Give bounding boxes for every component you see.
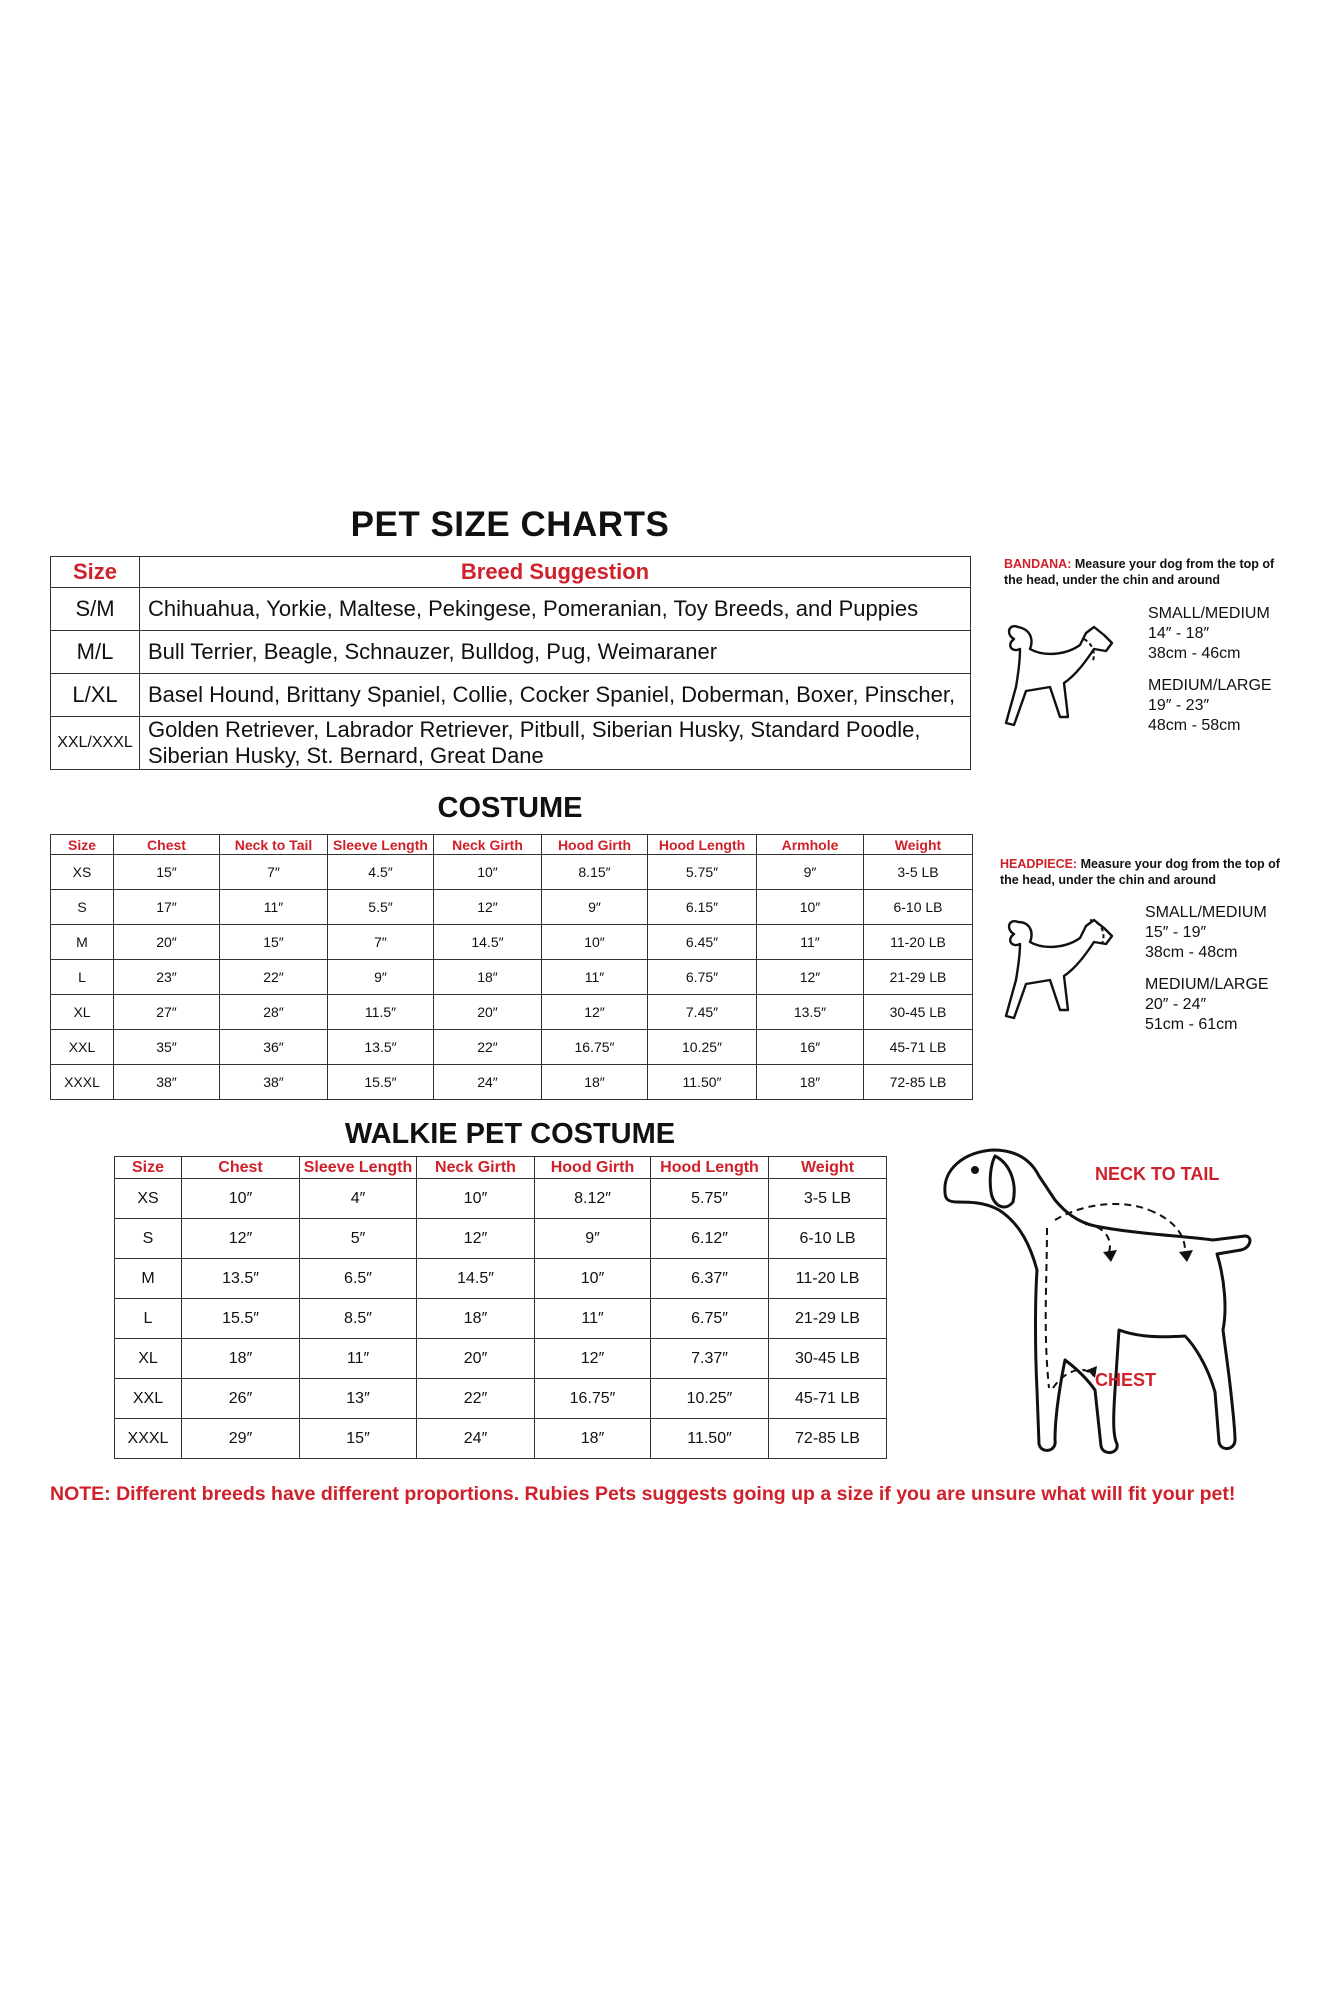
table-cell: 30-45 LB <box>769 1339 887 1379</box>
table-cell: 10.25″ <box>651 1379 769 1419</box>
table-cell: 11″ <box>535 1299 651 1339</box>
table-cell: 6.12″ <box>651 1219 769 1259</box>
table-row <box>51 1065 973 1100</box>
breed-suggestion-table <box>50 556 971 770</box>
table-cell: 26″ <box>182 1379 300 1419</box>
table-cell: 72-85 LB <box>864 1065 973 1100</box>
table-row <box>115 1179 887 1219</box>
table-row <box>51 995 973 1030</box>
table-cell: XXL/XXXL <box>51 717 140 770</box>
table-cell: 13.5″ <box>182 1259 300 1299</box>
table-cell: 10″ <box>417 1179 535 1219</box>
table-cell: 11.50″ <box>651 1419 769 1459</box>
table-cell: L <box>51 960 114 995</box>
walkie-header-size: Size <box>115 1157 182 1179</box>
headpiece-dog-icon <box>998 902 1128 1032</box>
chest-label: CHEST <box>1095 1370 1157 1390</box>
table-row <box>51 717 971 770</box>
costume-header-neck-girth: Neck Girth <box>434 835 542 855</box>
table-cell: 6.15″ <box>648 890 757 925</box>
table-cell: L/XL <box>51 674 140 717</box>
table-cell: 13″ <box>300 1379 417 1419</box>
table-cell: 14.5″ <box>417 1259 535 1299</box>
walkie-rows <box>115 1179 887 1459</box>
walkie-header-neck-girth: Neck Girth <box>417 1157 535 1179</box>
walkie-header-hood-girth: Hood Girth <box>535 1157 651 1179</box>
headpiece-size-sm: SMALL/MEDIUM 15″ - 19″ 38cm - 48cm <box>1145 904 1267 961</box>
costume-header-hood-length: Hood Length <box>648 835 757 855</box>
table-cell: 6.37″ <box>651 1259 769 1299</box>
table-row <box>115 1379 887 1419</box>
table-cell: 18″ <box>542 1065 648 1100</box>
table-cell: XXXL <box>115 1419 182 1459</box>
table-cell: 7.37″ <box>651 1339 769 1379</box>
table-cell: 13.5″ <box>328 1030 434 1065</box>
table-row <box>115 1299 887 1339</box>
table-cell: 3-5 LB <box>769 1179 887 1219</box>
table-row <box>115 1259 887 1299</box>
costume-size-table <box>50 834 973 1100</box>
table-cell: 29″ <box>182 1419 300 1459</box>
table-cell: 11″ <box>757 925 864 960</box>
table-cell: 11.50″ <box>648 1065 757 1100</box>
table-cell: 20″ <box>434 995 542 1030</box>
table-cell: XL <box>51 995 114 1030</box>
table-cell: 9″ <box>542 890 648 925</box>
walkie-title: WALKIE PET COSTUME <box>344 1118 676 1150</box>
table-cell: 10″ <box>434 855 542 890</box>
table-cell: 18″ <box>182 1339 300 1379</box>
table-cell: 22″ <box>434 1030 542 1065</box>
table-cell: M <box>115 1259 182 1299</box>
bandana-size-ml: MEDIUM/LARGE 19″ - 23″ 48cm - 58cm <box>1148 677 1272 734</box>
table-cell: 36″ <box>220 1030 328 1065</box>
table-cell: 9″ <box>757 855 864 890</box>
table-cell: XL <box>115 1339 182 1379</box>
table-cell: 18″ <box>434 960 542 995</box>
table-cell: S/M <box>51 588 140 631</box>
table-cell: 18″ <box>535 1419 651 1459</box>
table-cell: 14.5″ <box>434 925 542 960</box>
table-cell: XXXL <box>51 1065 114 1100</box>
table-cell: 12″ <box>182 1219 300 1259</box>
bandana-label: BANDANA: <box>1004 557 1072 571</box>
table-cell: M <box>51 925 114 960</box>
table-cell: XS <box>51 855 114 890</box>
table-cell: 7″ <box>220 855 328 890</box>
walkie-header-weight: Weight <box>769 1157 887 1179</box>
size-note: NOTE: Different breeds have different proportions. Rubies Pets suggests going up a size if you are unsure what will fit your pet! <box>50 1483 1236 1505</box>
table-cell: 15″ <box>300 1419 417 1459</box>
table-cell: 9″ <box>328 960 434 995</box>
costume-header-weight: Weight <box>864 835 973 855</box>
table-cell: 15″ <box>114 855 220 890</box>
table-cell: 18″ <box>417 1299 535 1339</box>
table-cell: 12″ <box>757 960 864 995</box>
walkie-header-hood-length: Hood Length <box>651 1157 769 1179</box>
costume-title: COSTUME <box>437 792 583 824</box>
table-cell: Chihuahua, Yorkie, Maltese, Pekingese, Pomeranian, Toy Breeds, and Puppies <box>140 588 971 631</box>
table-cell: 24″ <box>417 1419 535 1459</box>
table-cell: 12″ <box>417 1219 535 1259</box>
table-cell: 11-20 LB <box>864 925 973 960</box>
table-cell: 11″ <box>542 960 648 995</box>
bandana-text: Measure your dog from the top of the head, under the chin and around <box>1004 557 1275 587</box>
table-cell: 8.12″ <box>535 1179 651 1219</box>
table-row <box>51 631 971 674</box>
table-cell: 7″ <box>328 925 434 960</box>
table-cell: 22″ <box>220 960 328 995</box>
table-cell: 16″ <box>757 1030 864 1065</box>
table-cell: 6-10 LB <box>864 890 973 925</box>
table-cell: S <box>51 890 114 925</box>
table-cell: 12″ <box>434 890 542 925</box>
costume-header-row <box>51 835 973 855</box>
table-row <box>51 1030 973 1065</box>
table-cell: 5.75″ <box>648 855 757 890</box>
table-cell: 35″ <box>114 1030 220 1065</box>
walkie-header-row <box>115 1157 887 1179</box>
table-cell: 21-29 LB <box>769 1299 887 1339</box>
costume-header-hood-girth: Hood Girth <box>542 835 648 855</box>
table-cell: Basel Hound, Brittany Spaniel, Collie, Cocker Spaniel, Doberman, Boxer, Pinscher, <box>140 674 971 717</box>
table-cell: 11.5″ <box>328 995 434 1030</box>
table-cell: 23″ <box>114 960 220 995</box>
table-cell: M/L <box>51 631 140 674</box>
table-cell: Bull Terrier, Beagle, Schnauzer, Bulldog, Pug, Weimaraner <box>140 631 971 674</box>
dog-measurement-diagram <box>935 1140 1265 1470</box>
table-cell: 9″ <box>535 1219 651 1259</box>
breed-header-size: Size <box>51 557 140 588</box>
table-cell: L <box>115 1299 182 1339</box>
bandana-sizes <box>1148 604 1318 736</box>
table-cell: 8.5″ <box>300 1299 417 1339</box>
costume-header-chest: Chest <box>114 835 220 855</box>
walkie-header-sleeve-length: Sleeve Length <box>300 1157 417 1179</box>
table-cell: 11″ <box>300 1339 417 1379</box>
table-cell: Golden Retriever, Labrador Retriever, Pitbull, Siberian Husky, Standard Poodle, Siberian Husky, St. Bernard, Great Dane <box>140 717 971 770</box>
table-row <box>115 1219 887 1259</box>
table-cell: 6-10 LB <box>769 1219 887 1259</box>
headpiece-size-ml: MEDIUM/LARGE 20″ - 24″ 51cm - 61cm <box>1145 976 1269 1033</box>
table-cell: 27″ <box>114 995 220 1030</box>
table-cell: XXL <box>51 1030 114 1065</box>
table-row <box>115 1419 887 1459</box>
table-cell: 12″ <box>542 995 648 1030</box>
bandana-instructions <box>1004 556 1294 588</box>
table-cell: 4.5″ <box>328 855 434 890</box>
table-cell: S <box>115 1219 182 1259</box>
costume-header-armhole: Armhole <box>757 835 864 855</box>
table-cell: 10″ <box>535 1259 651 1299</box>
table-cell: 6.75″ <box>648 960 757 995</box>
table-cell: 20″ <box>114 925 220 960</box>
table-cell: 17″ <box>114 890 220 925</box>
table-row <box>51 674 971 717</box>
table-cell: 6.75″ <box>651 1299 769 1339</box>
breed-rows <box>51 588 971 770</box>
table-cell: 5.75″ <box>651 1179 769 1219</box>
table-cell: 15″ <box>220 925 328 960</box>
neck-to-tail-label: NECK TO TAIL <box>1095 1164 1220 1184</box>
table-cell: 16.75″ <box>535 1379 651 1419</box>
breed-header-breed-suggestion: Breed Suggestion <box>140 557 971 588</box>
table-cell: 16.75″ <box>542 1030 648 1065</box>
table-cell: XXL <box>115 1379 182 1419</box>
costume-header-neck-to-tail: Neck to Tail <box>220 835 328 855</box>
table-cell: 4″ <box>300 1179 417 1219</box>
table-cell: 15.5″ <box>182 1299 300 1339</box>
headpiece-instructions <box>1000 856 1290 888</box>
table-cell: 5″ <box>300 1219 417 1259</box>
table-cell: 21-29 LB <box>864 960 973 995</box>
table-cell: 28″ <box>220 995 328 1030</box>
table-cell: 45-71 LB <box>864 1030 973 1065</box>
page-title: PET SIZE CHARTS <box>350 505 670 544</box>
breed-header-row <box>51 557 971 588</box>
table-cell: 30-45 LB <box>864 995 973 1030</box>
costume-rows <box>51 855 973 1100</box>
table-cell: 10″ <box>182 1179 300 1219</box>
table-row <box>115 1339 887 1379</box>
table-cell: 13.5″ <box>757 995 864 1030</box>
walkie-size-table <box>114 1156 887 1459</box>
table-cell: 5.5″ <box>328 890 434 925</box>
table-cell: 10″ <box>542 925 648 960</box>
table-cell: 8.15″ <box>542 855 648 890</box>
table-cell: XS <box>115 1179 182 1219</box>
bandana-size-sm: SMALL/MEDIUM 14″ - 18″ 38cm - 46cm <box>1148 605 1270 662</box>
headpiece-label: HEADPIECE: <box>1000 857 1078 871</box>
table-cell: 22″ <box>417 1379 535 1419</box>
table-cell: 45-71 LB <box>769 1379 887 1419</box>
costume-header-sleeve-length: Sleeve Length <box>328 835 434 855</box>
table-cell: 7.45″ <box>648 995 757 1030</box>
table-cell: 18″ <box>757 1065 864 1100</box>
table-cell: 38″ <box>114 1065 220 1100</box>
table-cell: 6.5″ <box>300 1259 417 1299</box>
table-cell: 15.5″ <box>328 1065 434 1100</box>
table-cell: 72-85 LB <box>769 1419 887 1459</box>
table-cell: 24″ <box>434 1065 542 1100</box>
headpiece-text: Measure your dog from the top of the head, under the chin and around <box>1000 857 1280 887</box>
walkie-header-chest: Chest <box>182 1157 300 1179</box>
table-row <box>51 925 973 960</box>
table-row <box>51 855 973 890</box>
table-row <box>51 960 973 995</box>
headpiece-sizes <box>1145 903 1315 1035</box>
table-cell: 10.25″ <box>648 1030 757 1065</box>
table-cell: 20″ <box>417 1339 535 1379</box>
table-cell: 10″ <box>757 890 864 925</box>
bandana-dog-icon <box>1000 605 1130 735</box>
table-cell: 12″ <box>535 1339 651 1379</box>
table-cell: 3-5 LB <box>864 855 973 890</box>
table-cell: 11-20 LB <box>769 1259 887 1299</box>
costume-header-size: Size <box>51 835 114 855</box>
table-cell: 11″ <box>220 890 328 925</box>
table-cell: 38″ <box>220 1065 328 1100</box>
table-row <box>51 588 971 631</box>
table-cell: 6.45″ <box>648 925 757 960</box>
table-row <box>51 890 973 925</box>
